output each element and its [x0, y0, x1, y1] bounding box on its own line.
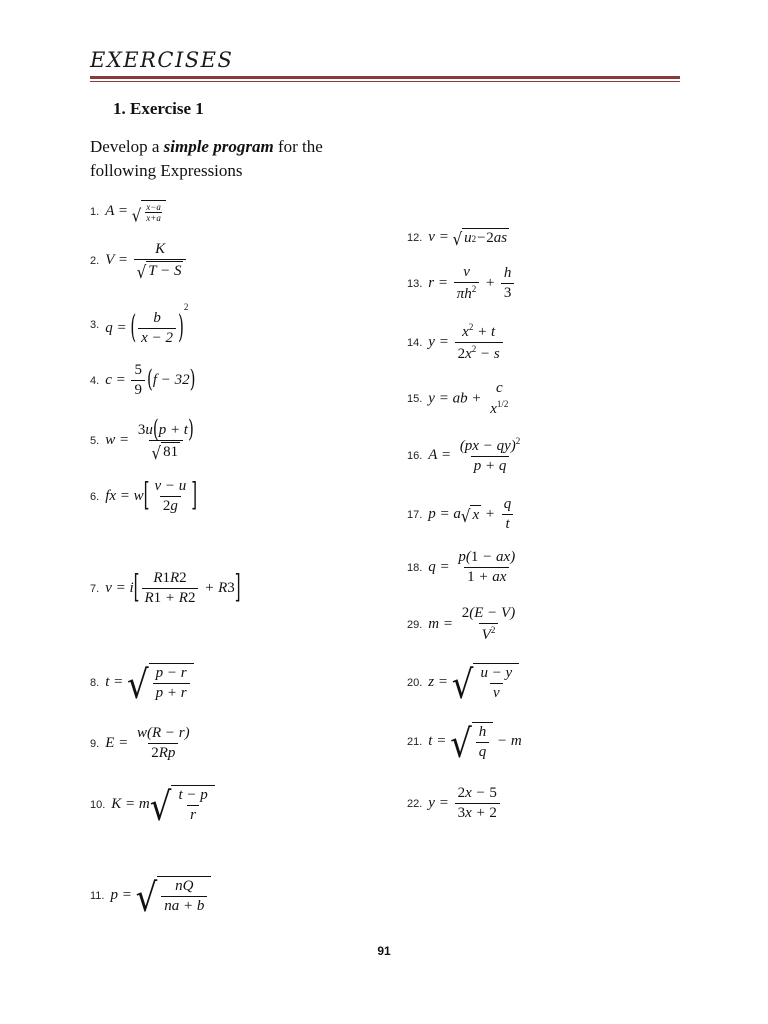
intro-text-start: Develop a — [90, 137, 164, 156]
expression-7 — [90, 570, 241, 607]
formula: r = $\frac{v}{\pi h^2}$ + $\frac{h}{3}$ — [428, 264, 516, 303]
formula: c = $\frac{5}{9}$ (f − 32) — [105, 362, 196, 398]
expression-17 — [407, 496, 516, 533]
exercise-heading: 1. Exercise 1 — [113, 99, 204, 118]
formula: y = ab + c $x^{1/2}$ — [428, 380, 509, 417]
expression-number: 12. — [407, 231, 423, 244]
expression-number: 29. — [407, 618, 423, 631]
expression-number: 16. — [407, 449, 423, 462]
expression-6 — [90, 478, 197, 515]
expression-13 — [407, 264, 516, 303]
intro-emphasis: simple program — [163, 137, 274, 156]
header-rule-thick — [90, 76, 680, 79]
intro-text-end: for the following Expressions — [90, 137, 323, 180]
expression-number: 8. — [90, 676, 100, 689]
expression-20 — [407, 662, 519, 709]
expression-number: 15. — [407, 393, 423, 405]
expression-18 — [407, 549, 520, 586]
formula: z = √ $\frac{u - y}{v}$ — [428, 663, 519, 702]
expression-number: 10. — [90, 798, 106, 811]
expression-11 — [90, 875, 211, 922]
header-rule-thin — [90, 81, 680, 82]
formula: v = √ u 2 − 2 as — [428, 228, 508, 250]
expression-number: 21. — [407, 735, 423, 748]
page-number: 91 — [377, 944, 391, 958]
expression-number: 14. — [407, 336, 423, 349]
formula: p = √ $\frac{nQ}{na + b}$ — [110, 876, 211, 915]
expression-10 — [90, 784, 215, 831]
formula: A = √ $\frac{x-a}{x+a}$ — [105, 200, 166, 223]
expression-15 — [407, 380, 513, 418]
formula: A = $\frac{(px - qy)^2}{p + q}$ — [428, 436, 521, 474]
expression-2 — [90, 241, 188, 283]
formula: K = m √ $\frac{t - p}{r}$ — [111, 785, 214, 824]
formula: t = √ $\frac{h}{q}$ − m — [428, 721, 522, 768]
expression-number: 4. — [90, 374, 100, 387]
expression-12 — [407, 228, 509, 250]
formula: m = $\frac{2(E - V)}{V^2}$ — [428, 605, 516, 643]
expression-number: 6. — [90, 490, 100, 503]
expression-4 — [90, 362, 195, 399]
formula: y = $\frac{x^2 + t}{2x^2 - s}$ — [428, 322, 504, 363]
formula: w = 3u(p + t) √ 81 — [105, 414, 194, 464]
formula: q = $\frac{p(1 - ax)}{1 + ax}$ — [428, 549, 516, 585]
expression-number: 11. — [90, 889, 105, 902]
expression-number: 18. — [407, 561, 423, 574]
expression-number: 1. — [90, 205, 100, 218]
expression-number: 20. — [407, 676, 423, 689]
formula: fx = w[ $\frac{v - u}{2g}$ ] — [105, 476, 198, 514]
expression-9 — [90, 725, 195, 762]
expression-21 — [407, 721, 522, 768]
expression-8 — [90, 662, 194, 709]
formula: E = $\frac{w(R - r)}{2Rp}$ — [105, 725, 190, 761]
formula: p = a √ x + $\frac{q}{t}$ — [428, 496, 512, 532]
expression-number: 5. — [90, 434, 100, 447]
formula: V = K √ T − S — [105, 241, 188, 280]
expression-29 — [407, 605, 520, 644]
formula: y = $\frac{2x - 5}{3x + 2}$ — [428, 785, 502, 822]
expression-14 — [407, 322, 505, 363]
expression-number: 22. — [407, 797, 423, 810]
formula: q = ( $\frac{b}{x - 2}$ )$^2$ — [105, 302, 189, 347]
expression-number: 9. — [90, 737, 100, 750]
expression-number: 7. — [90, 582, 100, 595]
formula: t = √ $\frac{p - r}{p + r}$ — [105, 663, 193, 702]
expression-16 — [407, 436, 525, 475]
expression-5 — [90, 414, 199, 464]
expression-3 — [90, 302, 188, 347]
expression-number: 3. — [90, 318, 100, 331]
expression-1 — [90, 200, 166, 226]
expression-number: 2. — [90, 254, 100, 267]
formula: v = i[ $\frac{R1R2}{R1 + R2}$ + R3] — [105, 568, 241, 606]
expression-number: 13. — [407, 277, 423, 290]
page-header-title: EXERCISES — [90, 48, 234, 72]
intro-paragraph — [90, 135, 390, 183]
expression-22 — [407, 785, 502, 822]
expression-number: 17. — [407, 508, 423, 521]
